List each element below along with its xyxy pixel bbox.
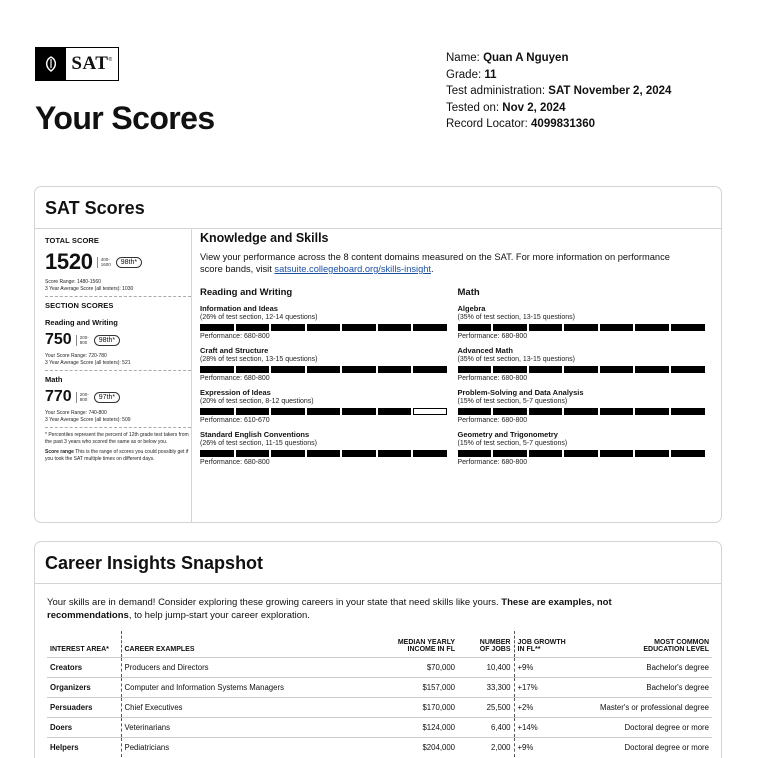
score-range-footnote: Score range This is the range of scores you could possibly get if you took the SAT multiple times on different days. xyxy=(45,449,189,462)
interest-area: Persuaders xyxy=(47,697,121,717)
performance-segment xyxy=(600,408,634,415)
domain-weight: (35% of test section, 13-15 questions) xyxy=(457,356,576,363)
rw-score: 750 xyxy=(45,331,72,348)
col-career-examples: CAREER EXAMPLES xyxy=(121,631,383,657)
rw-section-label: Reading and Writing xyxy=(45,318,118,327)
sat-scores-title: SAT Scores xyxy=(45,198,145,218)
education-level: Doctoral degree or more xyxy=(584,737,712,757)
performance-segment xyxy=(200,366,234,373)
performance-segment xyxy=(307,366,341,373)
domain-performance: Performance: 680-800 xyxy=(457,375,528,382)
domain-performance: Performance: 610-670 xyxy=(200,417,270,424)
domain-performance: Performance: 680-800 xyxy=(457,417,528,424)
math-score-scale: 200- 800 xyxy=(76,392,89,403)
page-title: Your Scores xyxy=(35,100,215,136)
performance-segment xyxy=(564,408,598,415)
rw-score-scale: 200- 800 xyxy=(76,335,89,346)
career-insights-card xyxy=(34,541,722,758)
performance-bar xyxy=(458,324,705,331)
career-example: Computer and Information Systems Managers xyxy=(121,677,383,697)
career-example: Pediatricians xyxy=(121,737,383,757)
performance-segment xyxy=(271,366,305,373)
performance-segment xyxy=(413,450,447,457)
domain-name: Advanced Math xyxy=(457,346,513,355)
performance-segment xyxy=(600,324,634,331)
math-section-label: Math xyxy=(45,375,63,384)
record-locator: 4099831360 xyxy=(531,118,595,130)
domain-performance: Performance: 680-800 xyxy=(200,459,270,466)
performance-segment xyxy=(378,366,412,373)
total-average: 3 Year Average Score (all testers): 1030 xyxy=(45,285,134,292)
performance-segment xyxy=(307,408,341,415)
career-table xyxy=(47,631,712,757)
performance-segment xyxy=(200,450,234,457)
math-score: 770 xyxy=(45,388,72,405)
logo-text: SAT ® xyxy=(71,53,113,74)
job-growth: +14% xyxy=(514,717,584,737)
performance-bar xyxy=(200,450,447,457)
performance-segment xyxy=(458,324,492,331)
table-row xyxy=(47,717,712,737)
score-summary xyxy=(45,236,191,462)
performance-segment xyxy=(671,324,705,331)
domain-performance: Performance: 680-800 xyxy=(200,375,270,382)
performance-segment xyxy=(378,450,412,457)
performance-segment xyxy=(413,366,447,373)
performance-segment xyxy=(458,366,492,373)
domain-name: Algebra xyxy=(457,304,486,313)
performance-segment xyxy=(529,450,563,457)
performance-segment xyxy=(635,366,669,373)
domain-weight: (15% of test section, 5-7 questions) xyxy=(457,398,568,405)
table-row xyxy=(47,657,712,677)
sat-scores-card xyxy=(34,186,722,523)
total-score: 1520 xyxy=(45,249,93,274)
domain-weight: (26% of test section, 11-15 questions) xyxy=(200,440,317,447)
performance-segment xyxy=(413,324,447,331)
table-row xyxy=(47,697,712,717)
education-level: Bachelor's degree xyxy=(584,657,712,677)
domain-weight: (26% of test section, 12-14 questions) xyxy=(200,314,318,321)
tested-on: Nov 2, 2024 xyxy=(502,101,566,114)
median-income: $70,000 xyxy=(383,657,458,677)
performance-segment xyxy=(458,408,492,415)
rw-score-range: Your Score Range: 720-780 xyxy=(45,353,107,359)
rw-domain xyxy=(200,430,458,466)
math-domain xyxy=(458,430,716,466)
median-income: $157,000 xyxy=(383,677,458,697)
education-level: Bachelor's degree xyxy=(584,677,712,697)
math-domain xyxy=(458,388,716,424)
education-level: Master's or professional degree xyxy=(584,697,712,717)
performance-segment xyxy=(342,450,376,457)
performance-segment xyxy=(671,366,705,373)
number-of-jobs: 10,400 xyxy=(458,657,514,677)
performance-segment xyxy=(236,324,270,331)
performance-bar xyxy=(200,324,447,331)
performance-segment xyxy=(342,324,376,331)
domain-weight: (15% of test section, 5-7 questions) xyxy=(457,440,568,447)
total-percentile-badge: 98th* xyxy=(116,257,142,268)
performance-segment xyxy=(236,366,270,373)
performance-segment xyxy=(529,408,563,415)
math-domains xyxy=(458,287,716,472)
job-growth: +2% xyxy=(514,697,584,717)
performance-segment xyxy=(671,408,705,415)
math-domains-title: Math xyxy=(457,287,480,298)
percentile-footnote: * Percentiles represent the percent of 12th grade test takers from the past 3 years who scored the same as or below you. xyxy=(45,432,189,445)
col-number-jobs: NUMBER OF JOBS xyxy=(479,638,511,653)
performance-segment xyxy=(529,324,563,331)
rw-domain xyxy=(200,346,458,382)
performance-segment xyxy=(200,324,234,331)
domain-name: Craft and Structure xyxy=(200,346,269,355)
performance-segment xyxy=(378,324,412,331)
test-administration: SAT November 2, 2024 xyxy=(548,85,672,97)
performance-segment xyxy=(493,408,527,415)
performance-segment xyxy=(378,408,412,415)
performance-bar xyxy=(200,408,447,415)
sat-logo xyxy=(35,47,119,81)
number-of-jobs: 33,300 xyxy=(458,677,514,697)
career-intro: Your skills are in demand! Consider exploring these growing careers in your state that need skills like yours. These are examples, not recommendations, to help jump-start your career exploration. xyxy=(47,597,612,621)
math-domain xyxy=(458,346,716,382)
section-scores-label: SECTION SCORES xyxy=(45,301,114,310)
knowledge-skills-title: Knowledge and Skills xyxy=(200,231,329,245)
performance-segment xyxy=(271,408,305,415)
table-row xyxy=(47,737,712,757)
performance-segment xyxy=(413,408,447,415)
performance-bar xyxy=(200,366,447,373)
knowledge-skills xyxy=(200,231,715,472)
number-of-jobs: 2,000 xyxy=(458,737,514,757)
career-example: Veterinarians xyxy=(121,717,383,737)
median-income: $204,000 xyxy=(383,737,458,757)
performance-segment xyxy=(564,324,598,331)
job-growth: +9% xyxy=(514,737,584,757)
performance-segment xyxy=(493,324,527,331)
performance-bar xyxy=(458,450,705,457)
knowledge-skills-description: View your performance across the 8 content domains measured on the SAT. For more information on performance score bands, visit satsuite.collegeboard.org/skills-insight. xyxy=(200,252,670,274)
career-example: Producers and Directors xyxy=(121,657,383,677)
performance-bar xyxy=(458,408,705,415)
performance-segment xyxy=(564,366,598,373)
interest-area: Doers xyxy=(47,717,121,737)
total-score-range: Score Range: 1480-1560 xyxy=(45,279,101,285)
job-growth: +9% xyxy=(514,657,584,677)
domain-name: Problem-Solving and Data Analysis xyxy=(457,388,584,397)
domain-performance: Performance: 680-800 xyxy=(457,459,528,466)
performance-segment xyxy=(236,408,270,415)
performance-segment xyxy=(493,366,527,373)
total-score-label: TOTAL SCORE xyxy=(45,236,100,245)
domain-name: Expression of Ideas xyxy=(200,388,271,397)
performance-segment xyxy=(271,324,305,331)
domain-weight: (20% of test section, 8-12 questions) xyxy=(200,398,314,405)
performance-segment xyxy=(671,450,705,457)
performance-segment xyxy=(342,408,376,415)
acorn-icon xyxy=(36,48,66,80)
performance-segment xyxy=(342,366,376,373)
col-job-growth: JOB GROWTH IN FL** xyxy=(514,631,584,657)
math-score-range: Your Score Range: 740-800 xyxy=(45,410,107,416)
rw-average: 3 Year Average Score (all testers): 521 xyxy=(45,359,131,366)
domain-name: Standard English Conventions xyxy=(200,430,310,439)
performance-segment xyxy=(307,324,341,331)
performance-segment xyxy=(635,450,669,457)
performance-segment xyxy=(271,450,305,457)
performance-segment xyxy=(236,450,270,457)
rw-domains-title: Reading and Writing xyxy=(200,287,293,298)
performance-segment xyxy=(458,450,492,457)
median-income: $170,000 xyxy=(383,697,458,717)
career-example: Chief Executives xyxy=(121,697,383,717)
skills-insight-link[interactable]: satsuite.collegeboard.org/skills-insight xyxy=(274,264,431,274)
rw-domains xyxy=(200,287,458,472)
performance-segment xyxy=(529,366,563,373)
performance-segment xyxy=(635,324,669,331)
rw-domain xyxy=(200,388,458,424)
number-of-jobs: 25,500 xyxy=(458,697,514,717)
education-level: Doctoral degree or more xyxy=(584,717,712,737)
student-info: Name: Quan A Nguyen Grade: 11 Test administration: SAT November 2, 2024 Tested on: Nov 2, 2024 Record Locator: 4099831360 xyxy=(446,52,672,130)
domain-weight: (28% of test section, 13-15 questions) xyxy=(200,356,318,363)
domain-name: Geometry and Trigonometry xyxy=(457,430,558,439)
col-education: MOST COMMON EDUCATION LEVEL xyxy=(643,638,709,653)
interest-area: Creators xyxy=(47,657,121,677)
performance-segment xyxy=(600,450,634,457)
performance-bar xyxy=(458,366,705,373)
total-score-scale: 400- 1600 xyxy=(97,257,111,268)
interest-area: Helpers xyxy=(47,737,121,757)
col-median-income: MEDIAN YEARLY INCOME IN FL xyxy=(397,638,455,653)
performance-segment xyxy=(307,450,341,457)
domain-name: Information and Ideas xyxy=(200,304,278,313)
table-row xyxy=(47,677,712,697)
student-name: Quan A Nguyen xyxy=(483,52,569,64)
performance-segment xyxy=(200,408,234,415)
performance-segment xyxy=(600,366,634,373)
career-insights-title: Career Insights Snapshot xyxy=(45,553,264,573)
domain-weight: (35% of test section, 13-15 questions) xyxy=(457,314,576,321)
col-interest-area: INTEREST AREA* xyxy=(50,645,109,653)
student-grade: 11 xyxy=(484,68,497,81)
performance-segment xyxy=(493,450,527,457)
domain-performance: Performance: 680-800 xyxy=(457,333,528,340)
math-percentile-badge: 97th* xyxy=(94,392,120,403)
number-of-jobs: 6,400 xyxy=(458,717,514,737)
domain-performance: Performance: 680-800 xyxy=(200,333,270,340)
interest-area: Organizers xyxy=(47,677,121,697)
performance-segment xyxy=(635,408,669,415)
rw-domain xyxy=(200,304,458,340)
job-growth: +17% xyxy=(514,677,584,697)
math-average: 3 Year Average Score (all testers): 509 xyxy=(45,416,131,423)
performance-segment xyxy=(564,450,598,457)
rw-percentile-badge: 98th* xyxy=(94,335,120,346)
median-income: $124,000 xyxy=(383,717,458,737)
math-domain xyxy=(458,304,716,340)
